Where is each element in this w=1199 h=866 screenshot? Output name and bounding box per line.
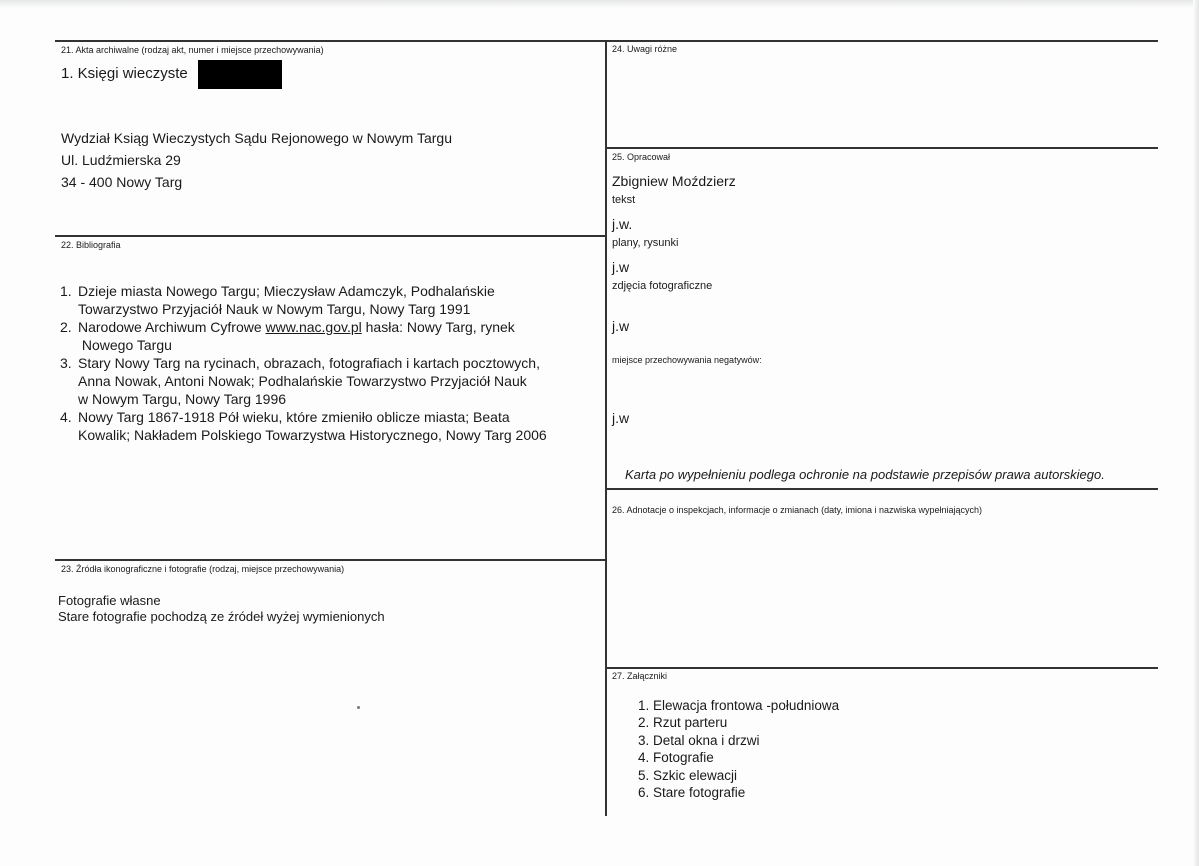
negatives-label: miejsce przechowywania negatywów: [612,355,762,365]
author-name: Zbigniew Moździerz [612,173,736,189]
land-registry-item: 1. Księgi wieczyste [61,65,188,82]
section-23-label: 23. Źródła ikonograficzne i fotografie (rodzaj, miejsce przechowywania) [61,564,345,574]
bibliography-entry: 1. Dzieje miasta Nowego Targu; Mieczysław Adamczyk, Podhalańskie Towarzystwo Przyjaciół Nauk w Nowym Targu, Nowy Targ 1991 [60,283,495,317]
text-label: tekst [612,194,636,206]
court-city: 34 - 400 Nowy Targ [61,174,183,190]
redaction-bar [198,60,282,89]
attachment-item: 3. Detal okna i drzwi [638,732,760,748]
bibliography-entry: 3. Stary Nowy Targ na rycinach, obrazach, fotografiach i kartach pocztowych, Anna Nowak, Antoni Nowak; Podhalańskie Towarzystwo Przyjaciół Nauk w Nowym Targu, Nowy Targ 1996 [60,355,540,407]
attachment-item: 5. Szkic elewacji [638,767,738,783]
divider-25-26 [606,488,1158,490]
section-24-label: 24. Uwagi różne [612,44,678,54]
scan-speck [357,706,360,709]
bibliography-list [60,282,605,444]
bibliography-entry: 2. Narodowe Archiwum Cyfrowe www.nac.gov.pl hasła: Nowy Targ, rynek Nowego Targu [60,319,515,353]
archive-link[interactable]: www.nac.gov.pl [265,319,362,335]
attachments-list [638,697,839,801]
scan-edge-right [1193,0,1199,866]
photos-label: zdjęcia fotograficzne [612,280,713,292]
section-22-label: 22. Bibliografia [61,240,121,250]
section-21-label: 21. Akta archiwalne (rodzaj akt, numer i miejsce przechowywania) [61,45,324,55]
text-value: j.w. [612,216,633,232]
divider-22-23 [55,559,606,561]
attachment-item: 2. Rzut parteru [638,715,728,731]
own-photos-note: Fotografie własne [58,593,161,608]
attachment-item: 1. Elewacja frontowa -południowa [638,698,840,713]
court-street: Ul. Ludźmierska 29 [61,152,181,168]
old-photos-note: Stare fotografie pochodzą ze źródeł wyżej wymienionych [58,609,385,624]
bibliography-entry: 4. Nowy Targ 1867-1918 Pół wieku, które zmieniło oblicze miasta; Beata Kowalik; Nakładem Polskiego Towarzystwa Historycznego, Nowy Targ 2006 [60,409,547,443]
attachment-item: 4. Fotografie [638,750,714,766]
divider-21-22 [55,235,606,237]
attachment-item: 6. Stare fotografie [638,785,746,801]
divider-center [605,40,607,816]
photos-value: j.w [612,318,630,334]
divider-26-27 [606,667,1158,669]
section-27-label: 27. Załączniki [612,671,668,681]
section-26-label: 26. Adnotacje o inspekcjach, informacje o zmianach (daty, imiona i nazwiska wypełniających) [612,505,983,515]
divider-24-25 [606,147,1158,149]
copyright-notice: Karta po wypełnieniu podlega ochronie na podstawie przepisów prawa autorskiego. [625,467,1105,482]
negatives-value: j.w [612,410,630,426]
plans-label: plany, rysunki [612,237,679,249]
scan-edge-top [0,0,1199,8]
court-name: Wydział Ksiąg Wieczystych Sądu Rejonowego w Nowym Targu [61,130,452,146]
plans-value: j.w [612,259,630,275]
section-25-label: 25. Opracował [612,152,671,162]
